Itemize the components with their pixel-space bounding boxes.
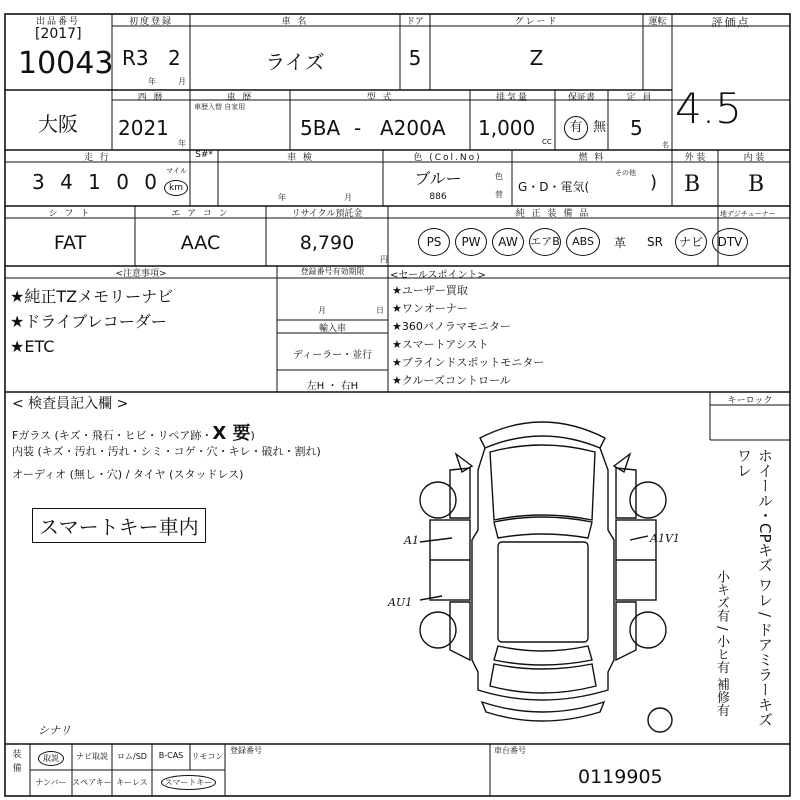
note-item: ★ETC bbox=[10, 337, 55, 356]
mileage-header: 走 行 bbox=[84, 153, 111, 163]
equip-aw: AW bbox=[492, 228, 524, 256]
era: R3 bbox=[122, 46, 149, 70]
body-outline bbox=[472, 448, 614, 700]
smeter-header: S#* bbox=[195, 150, 213, 160]
import-header: 輸入車 bbox=[318, 324, 346, 334]
equip-pw: PW bbox=[455, 228, 487, 256]
mark-a1v1: A1V1 bbox=[650, 532, 680, 545]
inspection-header: 車 検 bbox=[287, 153, 314, 163]
score: 4.5 bbox=[675, 84, 742, 133]
notes-header: <注意事項> bbox=[115, 269, 167, 279]
displacement: 1,000 bbox=[478, 116, 536, 140]
spare-wheel bbox=[648, 708, 672, 732]
persons-unit: 名 bbox=[662, 141, 669, 149]
equip-leather: 革 bbox=[613, 235, 626, 250]
note-item: ★純正TZメモリーナビ bbox=[10, 287, 174, 306]
region-header: 西 暦 bbox=[137, 93, 165, 103]
sales-item: ★クルーズコントロール bbox=[392, 374, 511, 387]
warranty-header: 保証書 bbox=[567, 93, 595, 103]
lot-number: 10043 bbox=[18, 46, 114, 81]
notes-list bbox=[10, 284, 173, 359]
model-prefix: 5BA bbox=[300, 116, 341, 140]
import-steering: 左H ・ 右H bbox=[306, 381, 359, 392]
year: 2021 bbox=[118, 116, 169, 140]
warranty-has: 有 bbox=[564, 116, 588, 140]
sales-list bbox=[392, 282, 544, 390]
sales-item: ★360パノラマモニター bbox=[392, 320, 511, 333]
inspector-line-2: 内装 (キズ・汚れ・汚れ・シミ・コゲ・穴・キレ・破れ・割れ) bbox=[12, 445, 321, 458]
history-note: 車歴入替 自家用 bbox=[194, 103, 246, 111]
mileage-digit: 4 bbox=[60, 170, 73, 194]
reg-expiry-day: 日 bbox=[376, 306, 384, 315]
shift-header: シ フ ト bbox=[48, 209, 92, 219]
equip-dtv: DTV bbox=[712, 228, 748, 256]
doors-header: ドア bbox=[406, 17, 424, 27]
footer-item-manual bbox=[30, 751, 72, 766]
mileage-digit: 0 bbox=[144, 170, 157, 194]
inspection-month: 月 bbox=[344, 193, 352, 202]
color-side-label: 色替 bbox=[495, 172, 503, 199]
equip-navi: ナビ bbox=[675, 228, 707, 256]
equipment-header: 純 正 装 備 品 bbox=[515, 209, 591, 219]
inspector-line-1-hand: X 要 bbox=[212, 423, 251, 444]
equip-airbag: エアB bbox=[529, 228, 561, 256]
fuel-header: 燃 料 bbox=[578, 153, 606, 163]
mileage-digit: 0 bbox=[116, 170, 129, 194]
location: 大阪 bbox=[38, 112, 78, 136]
footer-item-smart-key-label: スマートキー bbox=[161, 775, 217, 790]
mileage-digits bbox=[32, 170, 157, 194]
reg-month: 2 bbox=[168, 46, 181, 70]
model-header: 型 式 bbox=[366, 93, 394, 103]
footer-item-remote: リモコン bbox=[191, 752, 224, 761]
model-code: A200A bbox=[380, 116, 446, 140]
inspector-line-1-end: ) bbox=[250, 429, 255, 442]
interior-grade: B bbox=[748, 172, 765, 197]
yen-unit: 円 bbox=[380, 255, 388, 264]
front-bumper-shape bbox=[480, 422, 605, 448]
reg-expiry-month: 月 bbox=[318, 306, 326, 315]
inspection-year: 年 bbox=[278, 193, 286, 202]
equip-sunroof: SR bbox=[647, 235, 663, 249]
car-name: ライズ bbox=[265, 50, 325, 74]
year-bracket: [2017] bbox=[35, 26, 82, 42]
doors: 5 bbox=[408, 46, 422, 70]
first-reg-header: 初度登録 bbox=[128, 17, 173, 27]
footer-item-smart-key bbox=[152, 775, 225, 790]
mileage-digit: 3 bbox=[32, 170, 45, 194]
roof-shape bbox=[498, 542, 588, 642]
inspector-header: < 検査員記入欄 > bbox=[12, 396, 129, 412]
inspector-line-3: オーディオ (無し・穴) / タイヤ (スタッドレス) bbox=[12, 468, 244, 481]
year-unit-2: 年 bbox=[178, 139, 186, 148]
recycle-header: リサイクル預託金 bbox=[291, 209, 363, 219]
footer-item-plate: ナンバー bbox=[35, 778, 67, 787]
vertical-note-1: ホイール・CPキズ ワレ / ドアミラーキズ ワレ bbox=[735, 448, 774, 727]
grade-header: グレード bbox=[514, 17, 559, 27]
fuel-other: その他 bbox=[615, 169, 636, 177]
mark-au1: AU1 bbox=[388, 596, 413, 609]
capacity: 5 bbox=[630, 116, 643, 140]
footer-item-keyless: キーレス bbox=[116, 778, 148, 787]
handwritten-smart-key: スマートキー車内 bbox=[32, 508, 206, 543]
warranty-none: 無 bbox=[593, 120, 607, 135]
history-header: 車 歴 bbox=[226, 93, 254, 103]
windshield-shape bbox=[494, 517, 592, 538]
color-no: 886 bbox=[429, 192, 447, 202]
km-label: km bbox=[164, 180, 188, 196]
tuner-label: 地デジチューナー bbox=[720, 210, 776, 218]
mileage-digit: 1 bbox=[88, 170, 101, 194]
footer-item-bcas: B-CAS bbox=[158, 751, 184, 760]
car-name-header: 車 名 bbox=[281, 17, 309, 27]
reg-no-header: 登録番号 bbox=[230, 746, 262, 755]
capacity-header: 定 員 bbox=[626, 93, 654, 103]
recycle-fee: 8,790 bbox=[299, 232, 355, 254]
import-dealer: ディーラー・並行 bbox=[292, 350, 373, 361]
sales-item: ★ワンオーナー bbox=[392, 302, 468, 315]
aircon-header: エ ア コ ン bbox=[171, 209, 230, 219]
year-unit: 年 bbox=[148, 77, 156, 86]
sales-header: <セールスポイント> bbox=[390, 270, 486, 281]
reg-expiry-header: 登録番号有効期限 bbox=[300, 267, 365, 276]
footer-item-spare-key: スペアキー bbox=[72, 778, 112, 787]
interior-header: 内 装 bbox=[743, 153, 765, 163]
keylock-header: キーロック bbox=[727, 396, 773, 406]
chassis-no-header: 車台番号 bbox=[494, 746, 526, 755]
color-header: 色 (Col.No) bbox=[413, 153, 482, 163]
aircon-value: AAC bbox=[180, 232, 221, 254]
trunk-shape bbox=[490, 664, 596, 693]
exterior-grade: B bbox=[684, 172, 701, 197]
cc-unit: CC bbox=[542, 138, 552, 146]
chassis-no: 0119905 bbox=[578, 766, 663, 788]
equip-abs: ABS bbox=[566, 228, 600, 256]
footer-item-navi-manual: ナビ取説 bbox=[76, 752, 108, 761]
hood-shape bbox=[490, 445, 595, 520]
exterior-header: 外 装 bbox=[684, 153, 706, 163]
inspector-line-1-text: Fガラス (キズ・飛石・ヒビ・リペア跡・ bbox=[12, 429, 213, 442]
signature: シナリ bbox=[38, 724, 71, 737]
color-name: ブルー bbox=[414, 169, 462, 188]
footer-item-rom-sd: ロム/SD bbox=[117, 752, 147, 761]
model-dash: - bbox=[354, 116, 362, 140]
equip-ps: PS bbox=[418, 228, 450, 256]
rear-bumper-shape bbox=[482, 702, 604, 721]
sales-item: ★スマートアシスト bbox=[392, 338, 489, 351]
note-item: ★ドライブレコーダー bbox=[10, 312, 167, 331]
inspector-line-1 bbox=[12, 419, 255, 445]
footer-item-manual-label: 取説 bbox=[38, 751, 64, 766]
fuel-options: G・D・電気( bbox=[518, 180, 590, 194]
footer-side-label: 装 備 bbox=[12, 750, 22, 774]
shift-col-header: 運転 bbox=[648, 17, 667, 27]
month-unit: 月 bbox=[178, 77, 186, 86]
sales-item: ★ブラインドスポットモニター bbox=[392, 356, 545, 369]
car-diagram bbox=[410, 410, 675, 740]
fuel-close: ) bbox=[650, 172, 658, 193]
rear-window-shape bbox=[494, 646, 592, 665]
lot-header: 出品番号 bbox=[35, 17, 80, 27]
vertical-note-2: 小キズ有 / 小ヒ有 補修有 bbox=[714, 570, 729, 717]
grade: Z bbox=[529, 46, 544, 70]
mark-a1: A1 bbox=[404, 534, 419, 547]
equipment-list bbox=[418, 228, 788, 256]
shift-value: FAT bbox=[53, 232, 87, 254]
sales-item: ★ユーザー買取 bbox=[392, 284, 468, 297]
mile-label: マイル bbox=[166, 167, 187, 175]
displacement-header: 排気量 bbox=[495, 93, 529, 103]
score-header: 評価点 bbox=[711, 16, 751, 29]
warranty-values bbox=[564, 116, 606, 140]
